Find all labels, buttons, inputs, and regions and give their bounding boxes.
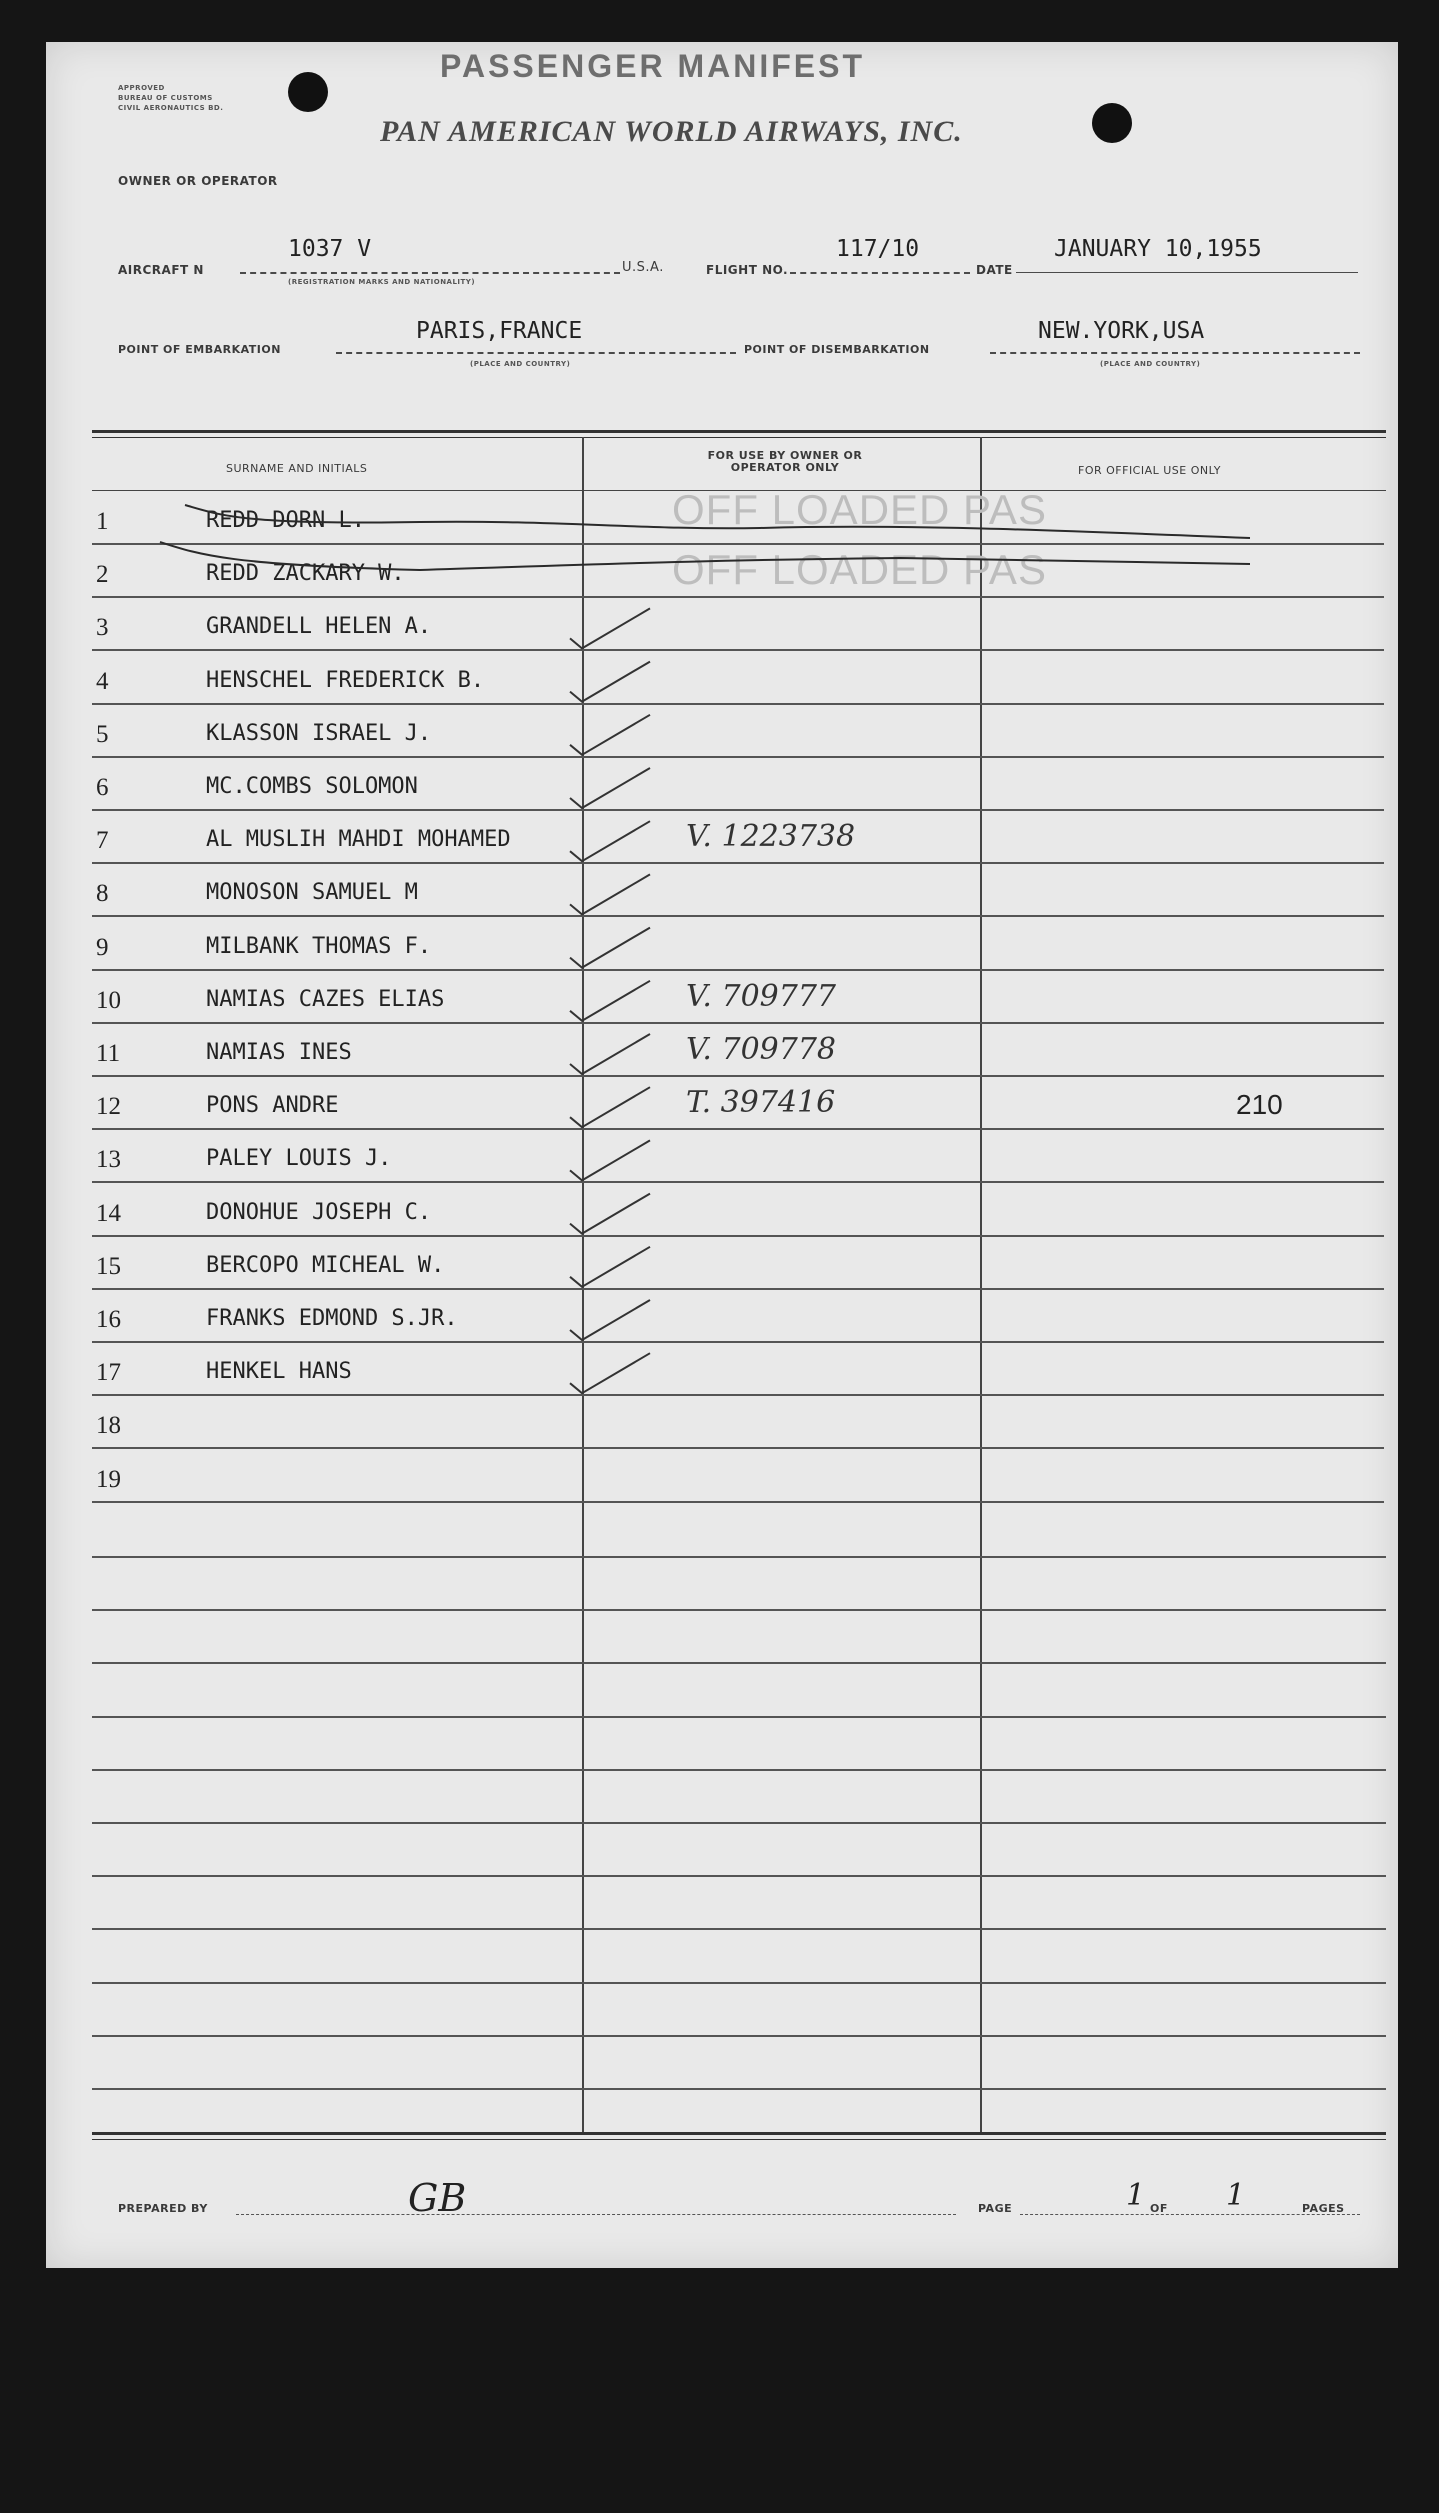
row-number: 15	[96, 1252, 121, 1280]
passenger-name: AL MUSLIH MAHDI MOHAMED	[206, 827, 511, 853]
aircraft-underline	[240, 272, 620, 274]
row-number: 17	[96, 1359, 121, 1387]
embark-underline	[336, 352, 736, 354]
operator-note: V. 1223738	[686, 819, 856, 855]
flight-underline	[790, 272, 970, 274]
flight-label: FLIGHT NO.	[706, 263, 789, 277]
table-row	[46, 1130, 1398, 1183]
passenger-name: REDD ZACKARY W.	[206, 561, 405, 587]
punch-hole-left	[288, 72, 328, 112]
approval-line: APPROVED	[118, 84, 165, 92]
empty-row-rule	[92, 2035, 1386, 2037]
passenger-name: PONS ANDRE	[206, 1093, 339, 1119]
table-row	[46, 1077, 1398, 1130]
row-number: 12	[96, 1093, 121, 1121]
table-row	[46, 1396, 1398, 1449]
page-underline	[1020, 2214, 1360, 2215]
owner-label: OWNER OR OPERATOR	[118, 174, 278, 188]
row-number: 3	[96, 614, 109, 642]
embark-value: PARIS,FRANCE	[416, 318, 583, 344]
col-official-header: FOR OFFICIAL USE ONLY	[1078, 464, 1222, 477]
table-row	[46, 598, 1398, 651]
row-number: 9	[96, 933, 109, 961]
passenger-name: BERCOPO MICHEAL W.	[206, 1252, 445, 1278]
offloaded-stamp: OFF LOADED PAS	[672, 486, 1047, 533]
approval-line: BUREAU OF CUSTOMS	[118, 94, 213, 102]
row-number: 8	[96, 880, 109, 908]
operator-note: T. 397416	[686, 1085, 836, 1121]
row-number: 14	[96, 1199, 121, 1227]
operator-note: V. 709777	[686, 978, 837, 1014]
operator-note: V. 709778	[686, 1032, 837, 1067]
row-number: 11	[96, 1040, 121, 1067]
row-number: 13	[96, 1146, 121, 1174]
aircraft-label: AIRCRAFT N	[118, 263, 204, 277]
empty-row-rule	[92, 1662, 1386, 1664]
table-row	[46, 1290, 1398, 1343]
table-row	[46, 705, 1398, 758]
passenger-name: NAMIAS CAZES ELIAS	[206, 986, 445, 1012]
flight-value: 117/10	[836, 236, 920, 262]
embark-label: POINT OF EMBARKATION	[118, 343, 281, 356]
date-value: JANUARY 10,1955	[1054, 236, 1262, 262]
embark-caption: (PLACE AND COUNTRY)	[470, 360, 571, 368]
disembark-value: NEW.YORK,USA	[1038, 318, 1205, 344]
table-top-rule-2	[92, 437, 1386, 438]
of-value: 1	[1226, 2178, 1246, 2213]
passenger-name: HENSCHEL FREDERICK B.	[206, 667, 485, 693]
page-value: 1	[1126, 2178, 1146, 2213]
empty-row-rule	[92, 1822, 1386, 1824]
empty-row-rule	[92, 1928, 1386, 1930]
date-underline	[1016, 272, 1358, 273]
row-number: 7	[96, 827, 109, 855]
passenger-name: KLASSON ISRAEL J.	[206, 720, 432, 746]
empty-row-rule	[92, 1982, 1386, 1984]
empty-row-rule	[92, 1769, 1386, 1771]
prepared-signature: GB	[408, 2176, 467, 2220]
passenger-name: DONOHUE JOSEPH C.	[206, 1199, 432, 1225]
passenger-name: PALEY LOUIS J.	[206, 1146, 392, 1172]
approval-line: CIVIL AERONAUTICS BD.	[118, 104, 224, 112]
aircraft-value: 1037 V	[288, 236, 372, 262]
pages-label: PAGES	[1302, 2202, 1345, 2215]
col-owner-header	[690, 450, 880, 474]
table-row	[46, 758, 1398, 811]
official-note: 210	[1236, 1089, 1283, 1121]
table-row	[46, 1450, 1398, 1503]
passenger-name: HENKEL HANS	[206, 1359, 352, 1385]
passenger-name: MILBANK THOMAS F.	[206, 933, 432, 959]
row-number: 19	[96, 1465, 121, 1493]
footer-rule	[92, 2132, 1386, 2135]
page-title: PASSENGER MANIFEST	[440, 48, 865, 84]
row-number: 2	[96, 561, 109, 589]
passenger-name: FRANKS EDMOND S.JR.	[206, 1306, 458, 1331]
row-number: 6	[96, 774, 109, 801]
table-row	[46, 918, 1398, 971]
row-number: 10	[96, 986, 121, 1014]
passenger-name: MONOSON SAMUEL M	[206, 880, 418, 906]
table-row	[46, 811, 1398, 864]
usa-label: U.S.A.	[622, 260, 664, 275]
row-number: 16	[96, 1306, 121, 1333]
row-number: 1	[96, 508, 109, 535]
of-label: OF	[1150, 2202, 1168, 2215]
passenger-name: MC.COMBS SOLOMON	[206, 774, 418, 799]
empty-row-rule	[92, 1716, 1386, 1718]
empty-row-rule	[92, 2088, 1386, 2090]
row-rule	[92, 1501, 1384, 1503]
registration-caption: (REGISTRATION MARKS AND NATIONALITY)	[288, 278, 476, 286]
footer-rule-2	[92, 2139, 1386, 2140]
table-row	[46, 1184, 1398, 1237]
passenger-name: NAMIAS INES	[206, 1040, 352, 1065]
table-row	[46, 1343, 1398, 1396]
table-row	[46, 1237, 1398, 1290]
page-label: PAGE	[978, 2202, 1013, 2215]
offloaded-stamp: OFF LOADED PAS	[672, 546, 1047, 593]
table-row	[46, 971, 1398, 1024]
row-number: 5	[96, 720, 109, 748]
col-owner-header-text: FOR USE BY OWNER OR OPERATOR ONLY	[707, 449, 863, 474]
passenger-name: GRANDELL HELEN A.	[206, 614, 432, 640]
empty-row-rule	[92, 1556, 1386, 1558]
punch-hole-right	[1092, 103, 1132, 143]
disembark-label: POINT OF DISEMBARKATION	[744, 343, 930, 356]
table-row	[46, 652, 1398, 705]
row-number: 4	[96, 667, 109, 695]
passenger-name: REDD DORN L.	[206, 508, 365, 533]
empty-row-rule	[92, 1875, 1386, 1877]
table-row	[46, 864, 1398, 917]
table-top-rule	[92, 430, 1386, 433]
prepared-underline	[236, 2214, 956, 2215]
row-number: 18	[96, 1412, 121, 1440]
prepared-label: PREPARED BY	[118, 2202, 208, 2215]
empty-row-rule	[92, 1609, 1386, 1611]
disembark-underline	[990, 352, 1360, 354]
date-label: DATE	[976, 263, 1013, 277]
col-surname-header: SURNAME AND INITIALS	[226, 462, 368, 475]
disembark-caption: (PLACE AND COUNTRY)	[1100, 360, 1201, 368]
company-name: PAN AMERICAN WORLD AIRWAYS, INC.	[380, 115, 963, 148]
table-row	[46, 1024, 1398, 1077]
